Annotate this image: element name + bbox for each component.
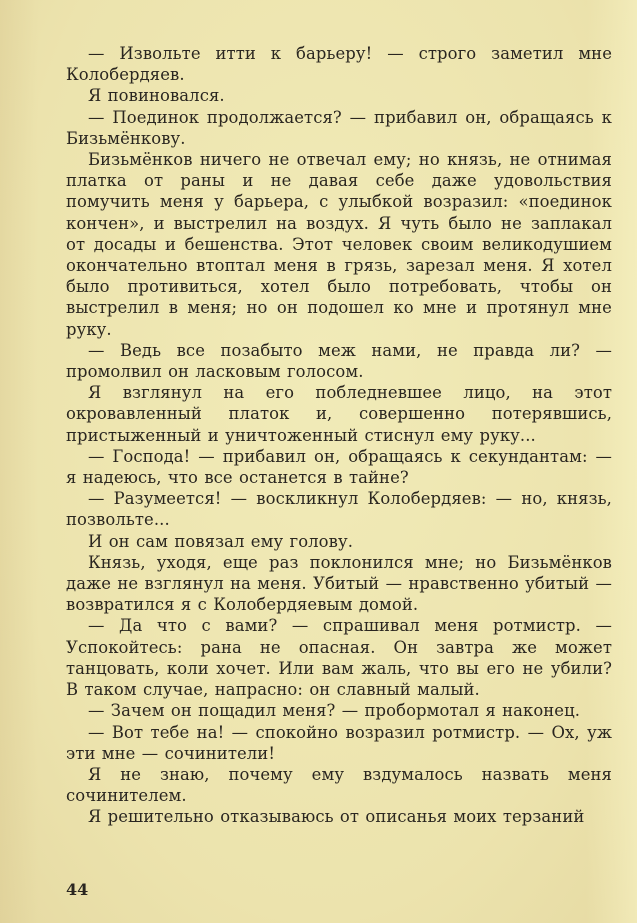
- paragraph: И он сам повязал ему голову.: [88, 531, 354, 551]
- page-number: 44: [66, 880, 89, 899]
- book-page-text: [66, 43, 612, 828]
- paragraph: — Господа! — прибавил он, обращаясь к секундантам: — я надеюсь, что все останется в тайне?: [66, 446, 612, 488]
- paragraph: Я не знаю, почему ему вздумалось назвать меня сочинителем.: [66, 764, 612, 806]
- paragraph: — Разумеется! — воскликнул Колобердяев: — но, князь, позвольте...: [66, 489, 612, 530]
- paragraph: — Зачем он пощадил меня? — пробормотал я наконец.: [88, 701, 581, 721]
- paragraph: — Извольте итти к барьеру! — строго заметил мне Колобердяев.: [66, 44, 612, 85]
- paragraph: — Поединок продолжается? — прибавил он, обращаясь к Бизьмёнкову.: [66, 107, 612, 148]
- paragraph: Я решительно отказываюсь от описанья моих терзаний: [88, 807, 585, 827]
- paragraph: Бизьмёнков ничего не отвечал ему; но князь, не отнимая платка от раны и не давая себе даже удовольствия помучить меня у барьера, с улыбкой возразил: «поединок кончен», и выстрелил на воздух. Я чуть было не заплакал от досады и бешенства. Этот человек своим великодушием окончательно втоптал меня в грязь, зарезал меня. Я хотел было противиться, хотел было потребовать, чтобы он выстрелил в меня; но он подошел ко мне и протянул мне руку.: [66, 150, 612, 339]
- paragraph: Я повиновался.: [88, 86, 225, 106]
- paragraph: — Вот тебе на! — спокойно возразил ротмистр. — Ох, уж эти мне — сочинители!: [66, 722, 612, 763]
- paragraph: Я взглянул на его побледневшее лицо, на этот окровавленный платок и, совершенно потерявшись, пристыженный и уничтоженный стиснул ему руку...: [66, 383, 612, 445]
- paragraph: — Да что с вами? — спрашивал меня ротмистр. — Успокойтесь: рана не опасная. Он завтра же может танцовать, коли хочет. Или вам жаль, что вы его не убили? В таком случае, напрасно: он славный малый.: [66, 616, 612, 700]
- paragraph: Князь, уходя, еще раз поклонился мне; но Бизьмёнков даже не взглянул на меня. Убитый — нравственно убитый — возвратился я с Колобердяевым домой.: [66, 552, 613, 615]
- paragraph: — Ведь все позабыто меж нами, не правда ли? — промолвил он ласковым голосом.: [66, 340, 612, 382]
